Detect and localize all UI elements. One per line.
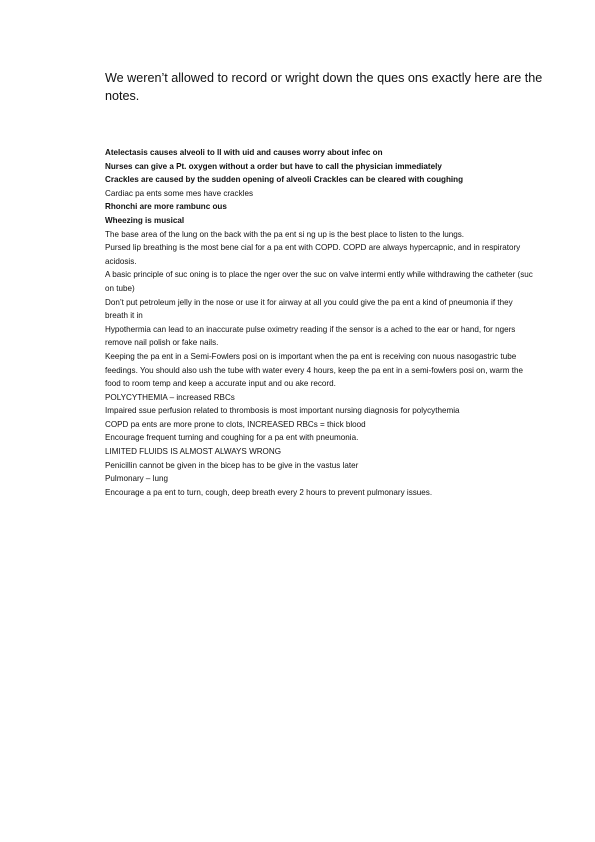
note-line: Wheezing is musical (105, 215, 185, 225)
note-line: Don’t put petroleum jelly in the nose or use it for airway at all you could give the pa ent a kind of pneumonia if they breath it in (105, 297, 513, 321)
note-line: The base area of the lung on the back with the pa ent si ng up is the best place to listen to the lungs. (105, 229, 465, 239)
note-line: Encourage frequent turning and coughing for a pa ent with pneumonia. (105, 433, 359, 443)
note-line: A basic principle of suc oning is to place the nger over the suc on valve intermi ently while withdrawing the catheter (suc on tube) (105, 270, 533, 293)
notes-list (105, 146, 535, 499)
note-line: Cardiac pa ents some mes have crackles (105, 188, 253, 198)
note-line: Crackles are caused by the sudden opening of alveoli Crackles can be cleared with coughing (105, 175, 464, 185)
note-line: Penicillin cannot be given in the bicep has to be give in the vastus later (105, 460, 359, 470)
note-line: Encourage a pa ent to turn, cough, deep breath every 2 hours to prevent pulmonary issues. (105, 487, 433, 497)
note-line: Nurses can give a Pt. oxygen without a order but have to call the physician immediately (105, 161, 442, 171)
note-line: LIMITED FLUIDS IS ALMOST ALWAYS WRONG (105, 447, 281, 457)
note-line: Impaired ssue perfusion related to thrombosis is most important nursing diagnosis for polycythemia (105, 406, 460, 416)
note-line: Rhonchi are more rambunc ous (105, 202, 227, 212)
note-line: COPD pa ents are more prone to clots, INCREASED RBCs = thick blood (105, 419, 366, 429)
note-line: Keeping the pa ent in a Semi-Fowlers posi on is important when the pa ent is receiving con nuous nasogastric tube feedings. You should also ush the tube with water every 4 hours, keep the pa ent in a semi-fowlers posi on, warm the food to room temp and keep a accurate input and ou ake record. (105, 351, 523, 389)
note-line: Pulmonary – lung (105, 474, 168, 484)
note-line: POLYCYTHEMIA – increased RBCs (105, 392, 235, 402)
note-line: Atelectasis causes alveoli to ll with uid and causes worry about infec on (105, 148, 383, 157)
note-line: Hypothermia can lead to an inaccurate pulse oximetry reading if the sensor is a ached to the ear or hand, for ngers remove nail polish or fake nails. (105, 324, 516, 348)
intro-paragraph: We weren’t allowed to record or wright down the ques ons exactly here are the notes. (105, 71, 543, 103)
note-line: Pursed lip breathing is the most bene cial for a pa ent with COPD. COPD are always hypercapnic, and in respiratory acidosis. (105, 243, 521, 266)
